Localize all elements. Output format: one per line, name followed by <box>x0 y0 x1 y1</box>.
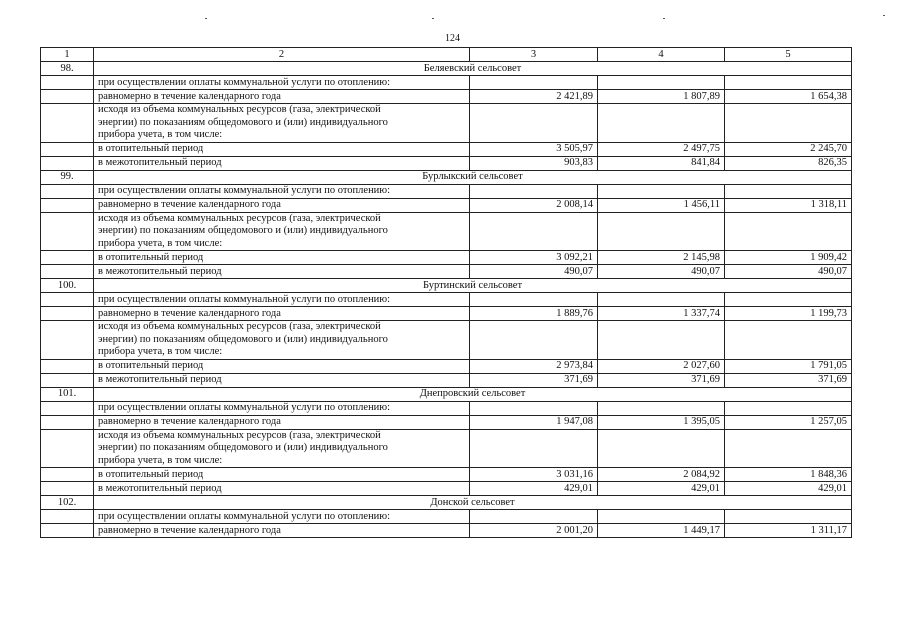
value-col-4: 2 084,92 <box>598 468 725 482</box>
table-row <box>41 293 852 307</box>
row-number-cell <box>41 156 94 170</box>
value-col-3: 2 421,89 <box>470 90 598 104</box>
section-header-row <box>41 170 852 184</box>
description-line: прибора учета, в том числе: <box>98 454 223 466</box>
section-header-row <box>41 496 852 510</box>
row-description <box>94 104 470 143</box>
table-row <box>41 184 852 198</box>
value-col-3: 490,07 <box>470 265 598 279</box>
description-line: в отопительный период <box>98 360 204 371</box>
column-header-row <box>41 48 852 62</box>
value-col-3 <box>470 293 598 307</box>
column-header: 4 <box>598 48 725 62</box>
description-line: в межотопительный период <box>98 157 222 168</box>
table-row <box>41 142 852 156</box>
value-col-4: 2 027,60 <box>598 359 725 373</box>
page-number: 124 <box>445 33 460 44</box>
value-col-5: 1 848,36 <box>725 468 852 482</box>
description-line: исходя из объема коммунальных ресурсов (газа, электрической <box>98 104 381 115</box>
description-line: при осуществлении оплаты коммунальной услуги по отоплению: <box>98 293 391 305</box>
value-col-3: 2 973,84 <box>470 359 598 373</box>
value-col-4: 1 337,74 <box>598 307 725 321</box>
section-title: Донской сельсовет <box>94 496 852 510</box>
value-col-5 <box>725 104 852 143</box>
row-number-cell <box>41 401 94 415</box>
description-line: энергии) по показаниям общедомового и (или) индивидуального <box>98 333 388 345</box>
value-col-3: 1 947,08 <box>470 415 598 429</box>
row-description <box>94 307 470 321</box>
section-header-row <box>41 62 852 76</box>
value-col-3 <box>470 184 598 198</box>
description-line: при осуществлении оплаты коммунальной услуги по отоплению: <box>98 402 391 413</box>
value-col-5 <box>725 401 852 415</box>
section-number: 100. <box>41 279 94 293</box>
row-number-cell <box>41 482 94 496</box>
value-col-4 <box>598 429 725 468</box>
value-col-4: 1 449,17 <box>598 524 725 538</box>
row-description <box>94 251 470 265</box>
section-title: Бурлыкский сельсовет <box>94 170 852 184</box>
value-col-5 <box>725 76 852 90</box>
column-header: 5 <box>725 48 852 62</box>
table-row <box>41 198 852 212</box>
table-row <box>41 212 852 251</box>
row-number-cell <box>41 184 94 198</box>
value-col-5 <box>725 510 852 524</box>
column-header: 1 <box>41 48 94 62</box>
description-line: равномерно в течение календарного года <box>98 90 281 102</box>
row-description <box>94 482 470 496</box>
table-row <box>41 429 852 468</box>
tariff-table <box>40 47 852 538</box>
description-line: при осуществлении оплаты коммунальной услуги по отоплению: <box>98 76 391 88</box>
row-number-cell <box>41 142 94 156</box>
section-title: Буртинский сельсовет <box>94 279 852 293</box>
row-number-cell <box>41 265 94 279</box>
description-line: исходя из объема коммунальных ресурсов (газа, электрической <box>98 429 381 441</box>
scan-speck <box>883 15 885 16</box>
value-col-5: 1 199,73 <box>725 307 852 321</box>
value-col-3 <box>470 321 598 360</box>
row-description <box>94 359 470 373</box>
description-line: энергии) по показаниям общедомового и (или) индивидуального <box>98 442 388 453</box>
scan-speck <box>205 18 207 19</box>
description-line: в отопительный период <box>98 143 204 154</box>
scan-speck <box>432 18 434 19</box>
row-number-cell <box>41 251 94 265</box>
row-number-cell <box>41 359 94 373</box>
value-col-4: 841,84 <box>598 156 725 170</box>
row-description <box>94 468 470 482</box>
description-line: равномерно в течение календарного года <box>98 199 281 210</box>
table-row <box>41 359 852 373</box>
description-line: при осуществлении оплаты коммунальной услуги по отоплению: <box>98 185 391 196</box>
value-col-3 <box>470 401 598 415</box>
row-description <box>94 90 470 104</box>
description-line: в межотопительный период <box>98 265 222 277</box>
scan-speck <box>663 18 665 19</box>
description-line: в межотопительный период <box>98 374 222 385</box>
table-row <box>41 401 852 415</box>
value-col-3: 3 505,97 <box>470 142 598 156</box>
row-number-cell <box>41 307 94 321</box>
table-row <box>41 373 852 387</box>
value-col-3: 3 031,16 <box>470 468 598 482</box>
section-number: 102. <box>41 496 94 510</box>
description-line: энергии) по показаниям общедомового и (или) индивидуального <box>98 116 388 128</box>
section-title: Беляевский сельсовет <box>94 62 852 76</box>
column-header: 2 <box>94 48 470 62</box>
table-row <box>41 251 852 265</box>
row-number-cell <box>41 415 94 429</box>
value-col-4 <box>598 184 725 198</box>
value-col-3: 429,01 <box>470 482 598 496</box>
table-row <box>41 415 852 429</box>
row-number-cell <box>41 524 94 538</box>
value-col-5 <box>725 293 852 307</box>
table-row <box>41 321 852 360</box>
value-col-3: 2 008,14 <box>470 198 598 212</box>
value-col-5 <box>725 184 852 198</box>
value-col-4 <box>598 401 725 415</box>
value-col-5: 1 311,17 <box>725 524 852 538</box>
value-col-3 <box>470 104 598 143</box>
value-col-4: 1 807,89 <box>598 90 725 104</box>
table-row <box>41 524 852 538</box>
description-line: равномерно в течение календарного года <box>98 307 281 319</box>
row-number-cell <box>41 429 94 468</box>
value-col-5 <box>725 321 852 360</box>
description-line: в межотопительный период <box>98 482 222 494</box>
value-col-4: 429,01 <box>598 482 725 496</box>
table-row <box>41 76 852 90</box>
row-description <box>94 265 470 279</box>
value-col-3: 2 001,20 <box>470 524 598 538</box>
description-line: равномерно в течение календарного года <box>98 524 281 536</box>
description-line: в отопительный период <box>98 468 204 480</box>
row-description <box>94 293 470 307</box>
value-col-4: 2 145,98 <box>598 251 725 265</box>
row-description <box>94 184 470 198</box>
value-col-4: 2 497,75 <box>598 142 725 156</box>
row-description <box>94 156 470 170</box>
row-description <box>94 198 470 212</box>
section-header-row <box>41 387 852 401</box>
row-number-cell <box>41 510 94 524</box>
value-col-4 <box>598 76 725 90</box>
row-number-cell <box>41 104 94 143</box>
value-col-5: 1 318,11 <box>725 198 852 212</box>
value-col-5: 490,07 <box>725 265 852 279</box>
value-col-3: 3 092,21 <box>470 251 598 265</box>
row-description <box>94 429 470 468</box>
row-description <box>94 142 470 156</box>
value-col-4 <box>598 510 725 524</box>
description-line: прибора учета, в том числе: <box>98 237 223 249</box>
row-description <box>94 401 470 415</box>
value-col-4: 1 456,11 <box>598 198 725 212</box>
value-col-3 <box>470 76 598 90</box>
value-col-3 <box>470 212 598 251</box>
description-line: энергии) по показаниям общедомового и (или) индивидуального <box>98 225 388 236</box>
row-number-cell <box>41 373 94 387</box>
row-description <box>94 524 470 538</box>
value-col-5: 371,69 <box>725 373 852 387</box>
section-title: Днепровский сельсовет <box>94 387 852 401</box>
description-line: исходя из объема коммунальных ресурсов (газа, электрической <box>98 321 381 332</box>
value-col-4: 371,69 <box>598 373 725 387</box>
value-col-4 <box>598 104 725 143</box>
section-number: 99. <box>41 170 94 184</box>
description-line: исходя из объема коммунальных ресурсов (газа, электрической <box>98 212 381 224</box>
description-line: прибора учета, в том числе: <box>98 129 223 140</box>
section-header-row <box>41 279 852 293</box>
value-col-5: 1 654,38 <box>725 90 852 104</box>
value-col-4: 490,07 <box>598 265 725 279</box>
value-col-3 <box>470 510 598 524</box>
row-number-cell <box>41 90 94 104</box>
row-description <box>94 415 470 429</box>
table-row <box>41 468 852 482</box>
value-col-5: 826,35 <box>725 156 852 170</box>
value-col-5: 1 791,05 <box>725 359 852 373</box>
value-col-4: 1 395,05 <box>598 415 725 429</box>
row-description <box>94 321 470 360</box>
row-description <box>94 212 470 251</box>
value-col-4 <box>598 293 725 307</box>
value-col-5: 1 257,05 <box>725 415 852 429</box>
table-row <box>41 265 852 279</box>
value-col-3: 371,69 <box>470 373 598 387</box>
row-number-cell <box>41 293 94 307</box>
table-row <box>41 90 852 104</box>
table-body <box>41 48 852 538</box>
value-col-5: 1 909,42 <box>725 251 852 265</box>
row-number-cell <box>41 321 94 360</box>
section-number: 101. <box>41 387 94 401</box>
value-col-3: 1 889,76 <box>470 307 598 321</box>
description-line: прибора учета, в том числе: <box>98 346 223 357</box>
section-number: 98. <box>41 62 94 76</box>
value-col-3: 903,83 <box>470 156 598 170</box>
table-row <box>41 104 852 143</box>
row-description <box>94 373 470 387</box>
column-header: 3 <box>470 48 598 62</box>
description-line: равномерно в течение календарного года <box>98 416 281 427</box>
table-row <box>41 156 852 170</box>
value-col-5: 2 245,70 <box>725 142 852 156</box>
value-col-5: 429,01 <box>725 482 852 496</box>
row-number-cell <box>41 198 94 212</box>
value-col-5 <box>725 212 852 251</box>
table-row <box>41 482 852 496</box>
row-number-cell <box>41 76 94 90</box>
value-col-4 <box>598 321 725 360</box>
row-number-cell <box>41 468 94 482</box>
table-row <box>41 307 852 321</box>
row-description <box>94 510 470 524</box>
value-col-5 <box>725 429 852 468</box>
row-description <box>94 76 470 90</box>
table-row <box>41 510 852 524</box>
row-number-cell <box>41 212 94 251</box>
description-line: в отопительный период <box>98 251 204 263</box>
value-col-3 <box>470 429 598 468</box>
description-line: при осуществлении оплаты коммунальной услуги по отоплению: <box>98 510 391 522</box>
value-col-4 <box>598 212 725 251</box>
